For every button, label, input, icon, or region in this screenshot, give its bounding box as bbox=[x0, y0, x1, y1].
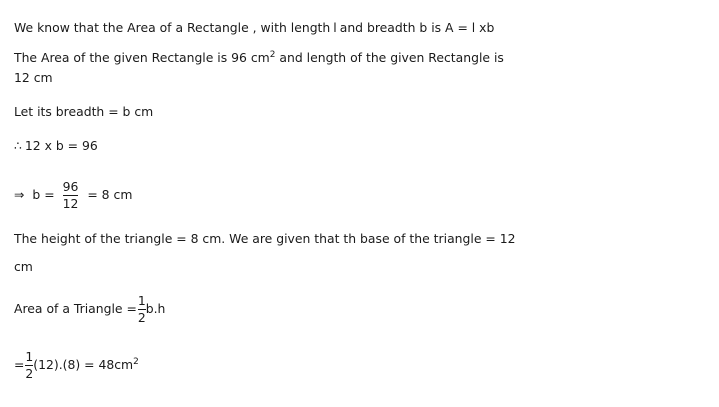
fraction-numerator: 1 bbox=[25, 350, 33, 366]
line-2-text-a: The Area of the given Rectangle is 96 cm bbox=[14, 50, 270, 65]
line-8-equals: = bbox=[14, 357, 25, 373]
fraction-numerator: 1 bbox=[138, 294, 146, 310]
line-2-text-b: and length of the given Rectangle is bbox=[279, 50, 504, 65]
text-line-8 bbox=[14, 350, 139, 382]
text-line-2 bbox=[14, 50, 504, 67]
line-8-expression: (12).(8) = 48cm bbox=[33, 357, 134, 373]
line-1-text-a: We know that the Area of a Rectangle , with length bbox=[14, 20, 331, 35]
line-4-equation: 12 x b = 96 bbox=[24, 138, 98, 153]
text-line-6-continued: cm bbox=[14, 259, 33, 274]
line-8-superscript: 2 bbox=[133, 357, 139, 368]
text-line-2-continued: 12 cm bbox=[14, 70, 53, 85]
fraction-96-over-12 bbox=[63, 180, 79, 212]
therefore-symbol: ∴ bbox=[14, 138, 22, 153]
text-line-1 bbox=[14, 20, 494, 37]
text-line-5 bbox=[14, 180, 132, 212]
implies-arrow-icon: ⇒ bbox=[14, 187, 25, 203]
fraction-one-half-a bbox=[138, 294, 146, 326]
line-5-result: = 8 cm bbox=[87, 187, 133, 203]
text-line-4 bbox=[14, 138, 98, 155]
fraction-denominator: 12 bbox=[62, 196, 79, 212]
text-line-3: Let its breadth = b cm bbox=[14, 104, 154, 119]
fraction-denominator: 2 bbox=[137, 310, 146, 326]
line-5-variable: b = bbox=[32, 187, 55, 203]
line-1-text-b: and breadth b is A = l xb bbox=[339, 20, 495, 35]
text-line-7 bbox=[14, 294, 165, 326]
text-line-6: The height of the triangle = 8 cm. We are given that th base of the triangle = 12 bbox=[14, 231, 516, 246]
line-2-superscript: 2 bbox=[269, 49, 276, 60]
fraction-denominator: 2 bbox=[25, 366, 34, 382]
line-1-variable-l: l bbox=[333, 20, 337, 35]
line-7-expression: b.h bbox=[145, 301, 166, 317]
fraction-numerator: 96 bbox=[63, 180, 79, 196]
fraction-one-half-b bbox=[25, 350, 33, 382]
line-7-label: Area of a Triangle = bbox=[14, 301, 137, 317]
